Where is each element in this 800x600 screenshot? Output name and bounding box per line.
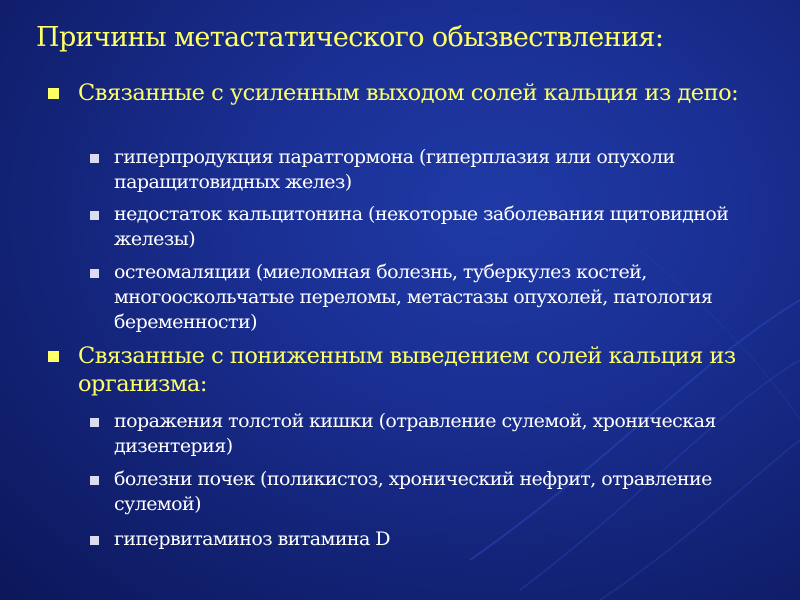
section-heading-1: [48, 79, 796, 139]
square-bullet-icon: [48, 351, 59, 362]
list-item: [90, 202, 780, 254]
square-bullet-icon: [48, 88, 59, 99]
square-bullet-icon: [90, 154, 99, 163]
square-bullet-icon: [90, 476, 99, 485]
list-item: [90, 409, 780, 461]
section-heading-2: [48, 342, 796, 402]
list-item: [90, 527, 780, 555]
square-bullet-icon: [90, 211, 99, 220]
list-item: [90, 260, 780, 338]
list-item-text: недостаток кальцитонина (некоторые заболевания щитовидной железы): [114, 203, 729, 250]
list-item-text: гиперпродукция паратгормона (гиперплазия или опухоли паращитовидных желез): [114, 146, 675, 193]
list-item-text: болезни почек (поликистоз, хронический нефрит, отравление сулемой): [114, 468, 712, 515]
square-bullet-icon: [90, 536, 99, 545]
section-heading-text: Связанные с пониженным выведением солей кальция из организма:: [78, 343, 736, 397]
list-item: [90, 145, 780, 197]
section-heading-text: Связанные с усиленным выходом солей кальция из депо:: [78, 80, 739, 106]
list-item-text: поражения толстой кишки (отравление сулемой, хроническая дизентерия): [114, 410, 716, 457]
list-item: [90, 467, 780, 519]
slide-title: Причины метастатического обызвествления:: [36, 22, 664, 53]
square-bullet-icon: [90, 418, 99, 427]
square-bullet-icon: [90, 269, 99, 278]
list-item-text: остеомаляции (миеломная болезнь, туберкулез костей, многооскольчатые переломы, метастазы опухолей, патология беременности): [114, 261, 713, 333]
list-item-text: гипервитаминоз витамина D: [114, 528, 390, 550]
